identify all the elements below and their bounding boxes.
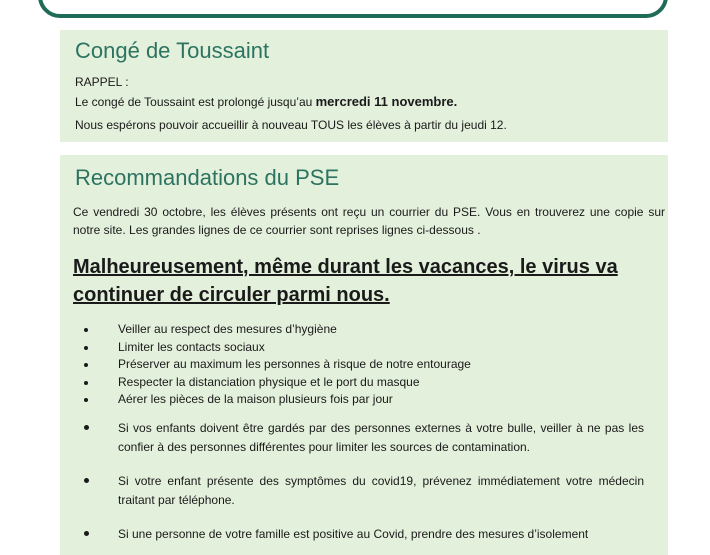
garde-enfants-text: Si vos enfants doivent être gardés par des personnes externes à votre bulle, veiller à ne pas les confier à des personnes différentes pour limiter les sources de contamination. [118, 421, 644, 454]
list-item: Préserver au maximum les personnes à risque de notre entourage [84, 356, 644, 374]
headline-line-1: Malheureusement, même durant les vacances, le virus va [73, 256, 618, 278]
list-item: Limiter les contacts sociaux [84, 339, 644, 357]
bullet-icon [84, 425, 89, 430]
hygiene-list [84, 321, 644, 409]
headline-line-2: continuer de circuler parmi nous. [73, 284, 390, 306]
headline-warning [73, 253, 663, 309]
bullet-icon [84, 328, 88, 332]
header-banner-frame [38, 0, 668, 18]
section-conge-toussaint [60, 30, 668, 142]
bullet-icon [84, 381, 88, 385]
symptomes-text: Si votre enfant présente des symptômes du covid19, prévenez immédiatement votre médecin traitant par téléphone. [118, 474, 644, 507]
prolongation-date: mercredi 11 novembre. [315, 94, 458, 109]
section-title: Recommandations du PSE [75, 165, 340, 190]
intro-paragraph: Ce vendredi 30 octobre, les élèves présents ont reçu un courrier du PSE. Vous en trouverez une copie sur notre site. Les grandes lignes de ce courrier sont reprises lignes ci-dessous . [73, 205, 665, 237]
list-item: Veiller au respect des mesures d’hygiène [84, 321, 644, 339]
section-recommandations-pse [60, 155, 668, 555]
bullet-icon [84, 531, 89, 536]
list-item: Respecter la distanciation physique et le port du masque [84, 374, 644, 392]
isolement-item [84, 525, 644, 544]
bullet-icon [84, 478, 89, 483]
rappel-label: RAPPEL : [75, 75, 129, 89]
section-title: Congé de Toussaint [75, 38, 270, 63]
bullet-icon [84, 363, 88, 367]
prolongation-text: Le congé de Toussaint est prolongé jusqu’au [75, 95, 316, 109]
prolongation-line [75, 94, 457, 110]
garde-enfants-item [84, 419, 644, 457]
bullet-icon [84, 398, 88, 402]
isolement-text: Si une personne de votre famille est positive au Covid, prendre des mesures d’isolement [118, 527, 589, 541]
bullet-icon [84, 346, 88, 350]
list-item: Aérer les pièces de la maison plusieurs fois par jour [84, 391, 644, 409]
symptomes-item [84, 472, 644, 510]
reprise-line: Nous espérons pouvoir accueillir à nouveau TOUS les élèves à partir du jeudi 12. [75, 118, 507, 132]
